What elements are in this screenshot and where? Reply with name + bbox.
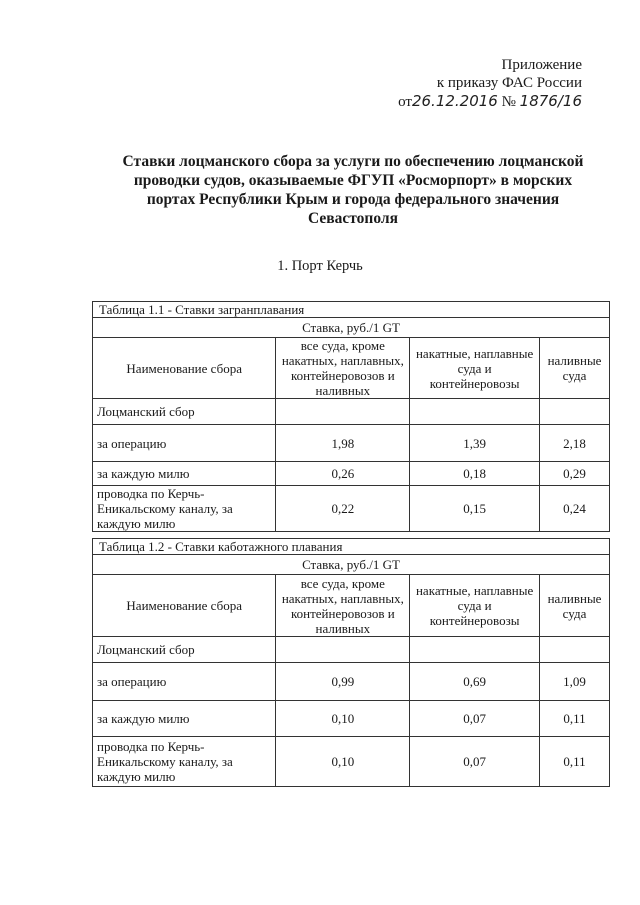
row-value: 0,07 [410, 701, 540, 737]
row-value: 1,98 [276, 425, 410, 462]
row-label: проводка по Керчь-Еникальскому каналу, за каждую милю [93, 737, 276, 787]
handwritten-number: 1876/16 [519, 92, 582, 110]
table-row [93, 701, 610, 737]
title-line1: Ставки лоцманского сбора за услуги по обеспечению лоцманской [122, 153, 584, 170]
table-caption-row [93, 302, 610, 318]
appendix-date-line [398, 92, 582, 111]
header-col3: наливные суда [540, 338, 610, 399]
table-row [93, 462, 610, 486]
column-header-row [93, 575, 610, 637]
table-foreign-rates [92, 301, 610, 532]
handwritten-date: 26.12.2016 [411, 92, 498, 110]
row-value: 0,07 [410, 737, 540, 787]
row-value: 0,24 [540, 486, 610, 532]
header-col2: накатные, наплавные суда и контейнеровозы [410, 575, 540, 637]
header-name: Наименование сбора [93, 575, 276, 637]
rate-header-row [93, 555, 610, 575]
row-value: 0,22 [276, 486, 410, 532]
row-value: 0,29 [540, 462, 610, 486]
row-label: за операцию [93, 425, 276, 462]
header-col2: накатные, наплавные суда и контейнеровозы [410, 338, 540, 399]
port-heading: 1. Порт Керчь [277, 258, 363, 274]
table-caption: Таблица 1.1 - Ставки загранплавания [93, 302, 610, 318]
row-label: за каждую милю [93, 701, 276, 737]
table-caption-row [93, 539, 610, 555]
title-line2: проводки судов, оказываемые ФГУП «Росморпорт» в морских [133, 172, 573, 189]
row-value: 0,18 [410, 462, 540, 486]
row-label: за каждую милю [93, 462, 276, 486]
header-col1: все суда, кроме накатных, наплавных, контейнеровозов и наливных [276, 575, 410, 637]
title-line4: Севастополя [308, 210, 398, 227]
row-value: 0,10 [276, 737, 410, 787]
table-row [93, 663, 610, 701]
section-row [93, 637, 610, 663]
title-line3: портах Республики Крым и города федерального значения [146, 191, 560, 208]
header-col1: все суда, кроме накатных, наплавных, контейнеровозов и наливных [276, 338, 410, 399]
number-prefix: № [501, 94, 516, 110]
table-row [93, 737, 610, 787]
rate-header: Ставка, руб./1 GT [93, 555, 610, 575]
row-value: 0,11 [540, 701, 610, 737]
rate-header: Ставка, руб./1 GT [93, 318, 610, 338]
date-prefix: от [398, 94, 412, 110]
row-value: 0,26 [276, 462, 410, 486]
table-row [93, 486, 610, 532]
row-value: 1,09 [540, 663, 610, 701]
column-header-row [93, 338, 610, 399]
row-value: 0,15 [410, 486, 540, 532]
row-value: 0,69 [410, 663, 540, 701]
table-coastal-rates [92, 538, 610, 787]
row-value: 2,18 [540, 425, 610, 462]
row-label: за операцию [93, 663, 276, 701]
section-label: Лоцманский сбор [93, 637, 276, 663]
section-label: Лоцманский сбор [93, 399, 276, 425]
row-value: 1,39 [410, 425, 540, 462]
section-row [93, 399, 610, 425]
header-col3: наливные суда [540, 575, 610, 637]
row-value: 0,10 [276, 701, 410, 737]
document-title [118, 152, 588, 228]
appendix-header [398, 56, 582, 111]
row-value: 0,11 [540, 737, 610, 787]
header-name: Наименование сбора [93, 338, 276, 399]
table-row [93, 425, 610, 462]
appendix-line1: Приложение [501, 57, 582, 73]
appendix-line2: к приказу ФАС России [436, 75, 582, 91]
table-caption: Таблица 1.2 - Ставки каботажного плавания [93, 539, 610, 555]
rate-header-row [93, 318, 610, 338]
row-label: проводка по Керчь-Еникальскому каналу, за каждую милю [93, 486, 276, 532]
row-value: 0,99 [276, 663, 410, 701]
